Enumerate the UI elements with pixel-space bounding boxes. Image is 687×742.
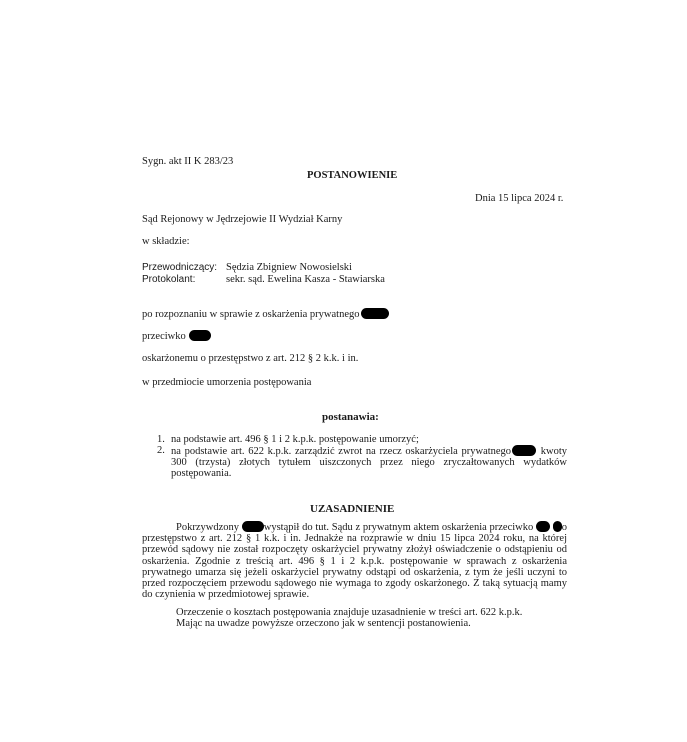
redaction-mark	[361, 308, 389, 319]
redaction-mark	[553, 521, 562, 532]
redaction-mark	[242, 521, 264, 532]
decision-number: 1.	[157, 434, 165, 445]
justification-text: wystąpił do tut. Sądu z prywatnym aktem oskarżenia przeciwko	[263, 522, 534, 533]
decision-list	[142, 434, 567, 479]
justification-paragraph	[142, 521, 567, 600]
closing-paragraph: Mając na uwadze powyższe orzeczono jak w sentencji postanowienia.	[176, 618, 471, 629]
justification-text: o przestępstwo z art. 212 § 1 k.k. i in. Jednakże na rozprawie w dniu 15 lipca 2024 roku, na której przewód sądowy nie został rozpoczęty oskarżyciel prywatny złożył oświadczenie o odstąpieniu od oskarżenia. Zgodnie z treścią art. 496 § 1 i 2 k.p.k. postępowanie w sprawach z oskarżenia prywatnego umarza się jeżeli oskarżyciel prywatny odstąpi od oskarżenia, z tym że jeśli uczyni to przed rozpoczęciem przewodu sądowego nie wymaga to zgody oskarżonego. Z taką sytuacją mamy do czynienia w przedmiotowej sprawie.	[142, 522, 568, 601]
clerk-value: sekr. sąd. Ewelina Kasza - Stawiarska	[226, 274, 385, 285]
decision-text: na podstawie art. 496 § 1 i 2 k.p.k. postępowanie umorzyć;	[171, 434, 419, 445]
justification-text: Pokrzywdzony	[176, 522, 239, 533]
case-signature: Sygn. akt II K 283/23	[142, 156, 234, 167]
chair-label: Przewodniczący:	[142, 262, 218, 273]
case-line	[142, 308, 389, 321]
against-line-text: przeciwko	[142, 331, 186, 342]
decision-item	[142, 445, 567, 479]
justification-heading: UZASADNIENIE	[310, 503, 395, 515]
decides-heading: postanawia:	[322, 411, 379, 423]
costs-paragraph: Orzeczenie o kosztach postępowania znajduje uzasadnienie w treści art. 622 k.p.k.	[176, 607, 523, 618]
against-line	[142, 330, 211, 343]
decision-item	[142, 434, 567, 445]
chair-value: Sędzia Zbigniew Nowosielski	[226, 262, 352, 273]
charge-line: oskarżonemu o przestępstwo z art. 212 § 2 k.k. i in.	[142, 353, 359, 364]
redaction-mark	[189, 330, 211, 341]
decision-text: kwoty 300 (trzysta) złotych tytułem uiszczonych przez niego zryczałtowanych wydatków postępowania.	[171, 446, 567, 479]
clerk-label: Protokolant:	[142, 274, 196, 285]
court-name: Sąd Rejonowy w Jędrzejowie II Wydział Karny	[142, 214, 343, 225]
document-title: POSTANOWIENIE	[307, 170, 398, 181]
decision-text: na podstawie art. 622 k.p.k. zarządzić zwrot na rzecz oskarżyciela prywatnego	[171, 446, 512, 457]
case-line-text: po rozpoznaniu w sprawie z oskarżenia prywatnego	[142, 309, 360, 320]
document-date: Dnia 15 lipca 2024 r.	[475, 193, 564, 204]
composition-label: w składzie:	[142, 236, 190, 247]
decision-number: 2.	[157, 445, 165, 456]
subject-line: w przedmiocie umorzenia postępowania	[142, 377, 312, 388]
redaction-mark	[536, 521, 550, 532]
redaction-mark	[512, 445, 536, 456]
